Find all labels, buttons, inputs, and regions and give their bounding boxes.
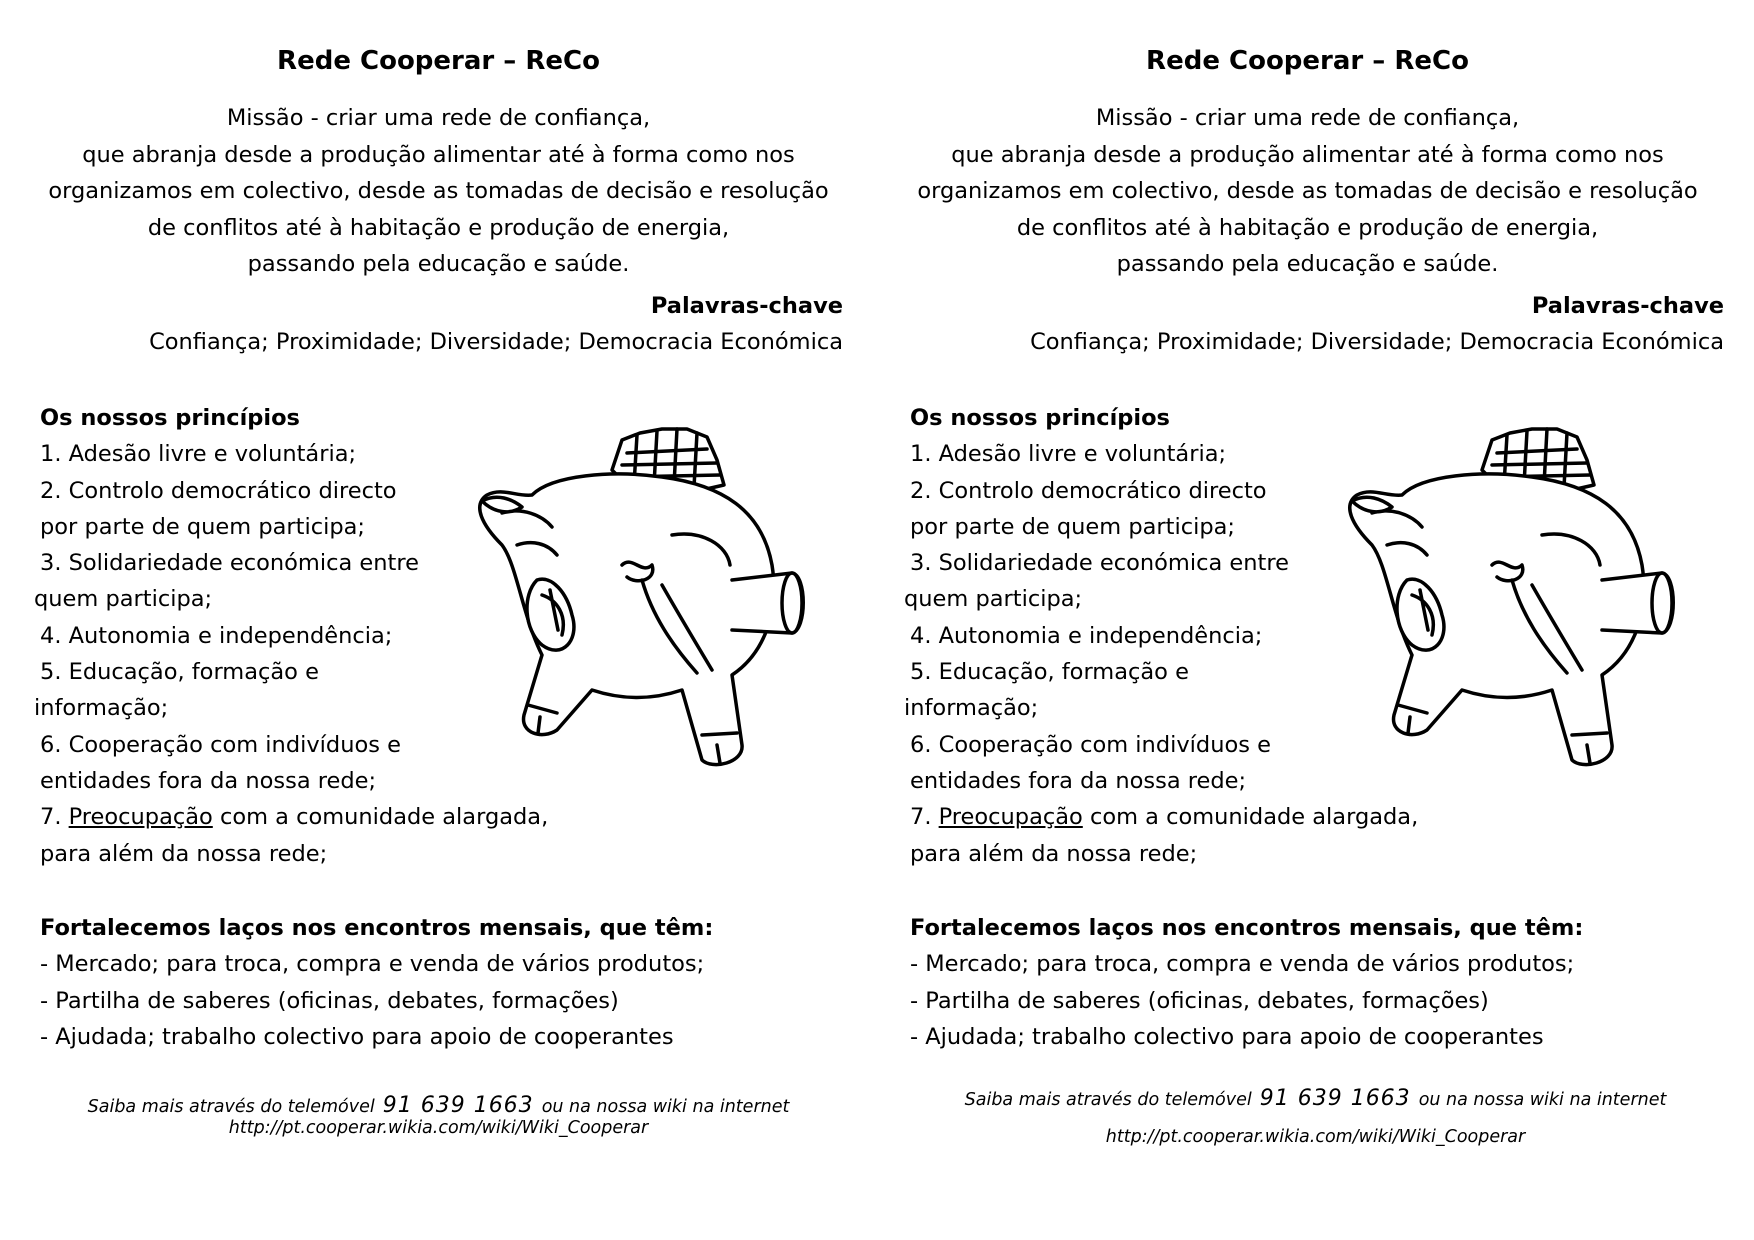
principle-line: 2. Controlo democrático directo [910, 477, 1267, 504]
meeting-item: - Mercado; para troca, compra e venda de vários produtos; [910, 951, 1575, 978]
principle-line: 6. Cooperação com indivíduos e [40, 731, 401, 758]
principle-line: 1. Adesão livre e voluntária; [40, 441, 357, 468]
meetings-section [910, 910, 1710, 1055]
meetings-heading: Fortalecemos laços nos encontros mensais, que têm: [910, 915, 1584, 941]
contact-line [0, 1093, 877, 1118]
mission-line: de conflitos até à habitação e produção de energia, [147, 214, 730, 241]
principle-7-number: 7. [910, 804, 932, 831]
principle-line: 2. Controlo democrático directo [40, 477, 397, 504]
principle-line: 3. Solidariedade económica entre [40, 550, 419, 577]
meetings-section [40, 910, 840, 1055]
principle-line: 5. Educação, formação e [910, 659, 1189, 686]
principle-7-underlined: Preocupação [68, 804, 213, 831]
phone-number: 91 639 1663 [382, 1093, 534, 1118]
principle-7-number: 7. [40, 804, 62, 831]
wiki-url: http://pt.cooperar.wikia.com/wiki/Wiki_Cooperar [1105, 1127, 1526, 1147]
pig-figurine-icon [462, 415, 822, 785]
principle-line: 5. Educação, formação e [40, 659, 319, 686]
meeting-item: - Ajudada; trabalho colectivo para apoio de cooperantes [40, 1023, 674, 1050]
keywords-heading: Palavras-chave [650, 293, 843, 319]
pig-figurine-icon [1332, 415, 1692, 785]
mission-line: Missão - criar uma rede de confiança, [1095, 105, 1520, 131]
principle-line: 4. Autonomia e independência; [910, 622, 1263, 649]
principle-line: 3. Solidariedade económica entre [910, 550, 1289, 577]
meeting-item: - Partilha de saberes (oficinas, debates, formações) [910, 987, 1489, 1014]
principle-line: por parte de quem participa; [910, 513, 1235, 540]
mission-statement [889, 100, 1726, 283]
contact-line [877, 1086, 1754, 1111]
principle-line: para além da nossa rede; [910, 840, 1198, 867]
mission-line: de conflitos até à habitação e produção de energia, [1016, 214, 1599, 241]
mission-statement [20, 100, 857, 283]
principle-7-underlined: Preocupação [938, 804, 1083, 831]
mission-line: passando pela educação e saúde. [1116, 251, 1499, 277]
mission-line: passando pela educação e saúde. [247, 251, 630, 277]
principle-line: entidades fora da nossa rede; [40, 767, 377, 794]
principle-line: entidades fora da nossa rede; [910, 767, 1247, 794]
meetings-heading: Fortalecemos laços nos encontros mensais, que têm: [40, 915, 714, 941]
flyer-right [877, 0, 1754, 1240]
principle-line: 1. Adesão livre e voluntária; [910, 441, 1227, 468]
wiki-url: http://pt.cooperar.wikia.com/wiki/Wiki_Cooperar [228, 1118, 649, 1138]
mission-line: que abranja desde a produção alimentar até à forma como nos [82, 141, 795, 168]
phone-number: 91 639 1663 [1259, 1086, 1411, 1111]
principle-line: quem participa; [904, 586, 1083, 613]
mission-line: organizamos em colectivo, desde as tomadas de decisão e resolução [917, 178, 1698, 204]
principle-7 [910, 799, 1470, 835]
principle-line: para além da nossa rede; [40, 840, 328, 867]
principle-7-rest: com a comunidade alargada, [1089, 804, 1419, 831]
principle-7-rest: com a comunidade alargada, [219, 804, 549, 831]
mission-line: organizamos em colectivo, desde as tomadas de decisão e resolução [48, 178, 829, 204]
principle-line: quem participa; [34, 586, 213, 613]
principle-line: informação; [34, 695, 169, 722]
mission-line: Missão - criar uma rede de confiança, [226, 105, 651, 131]
contact-prefix: Saiba mais através do telemóvel [964, 1090, 1252, 1110]
meeting-item: - Mercado; para troca, compra e venda de vários produtos; [40, 951, 705, 978]
keywords-list: Confiança; Proximidade; Diversidade; Democracia Económica [149, 329, 843, 355]
principle-7 [40, 799, 600, 835]
principle-line: 6. Cooperação com indivíduos e [910, 731, 1271, 758]
flyer-title: Rede Cooperar – ReCo [1146, 46, 1469, 76]
meeting-item: - Ajudada; trabalho colectivo para apoio de cooperantes [910, 1023, 1544, 1050]
flyer-title: Rede Cooperar – ReCo [277, 46, 600, 76]
principles-heading: Os nossos princípios [40, 405, 300, 431]
meeting-item: - Partilha de saberes (oficinas, debates, formações) [40, 987, 619, 1014]
mission-line: que abranja desde a produção alimentar até à forma como nos [951, 141, 1664, 168]
contact-suffix: ou na nossa wiki na internet [1418, 1090, 1667, 1110]
principle-line: 4. Autonomia e independência; [40, 622, 393, 649]
principles-heading: Os nossos princípios [910, 405, 1170, 431]
contact-prefix: Saiba mais através do telemóvel [87, 1097, 375, 1117]
keywords-heading: Palavras-chave [1531, 293, 1724, 319]
principle-line: informação; [904, 695, 1039, 722]
keywords-list: Confiança; Proximidade; Diversidade; Democracia Económica [1030, 329, 1724, 355]
principle-line: por parte de quem participa; [40, 513, 365, 540]
contact-suffix: ou na nossa wiki na internet [541, 1097, 790, 1117]
